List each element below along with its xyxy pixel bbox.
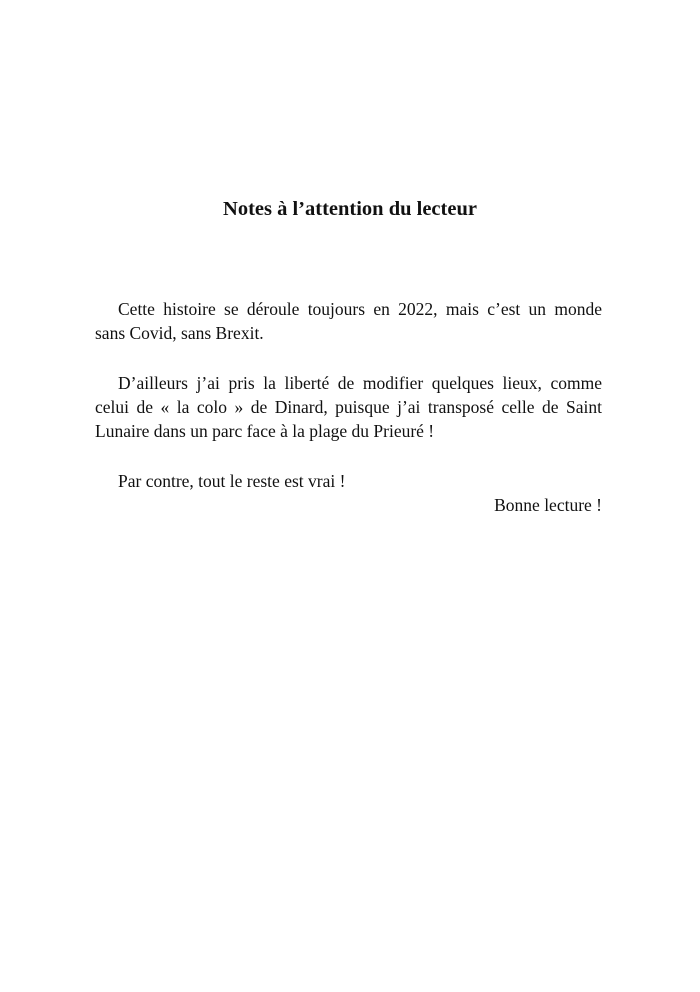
text-line: D’ailleurs j’ai pris la liberté de modifier quelques lieux, comme [118,373,602,393]
closing-line: Bonne lecture ! [494,495,602,515]
paragraph-3 [95,469,602,493]
paragraph-2 [95,371,602,443]
page-title: Notes à l’attention du lecteur [223,198,477,220]
text-line: Par contre, tout le reste est vrai ! [118,471,346,491]
text-line: Cette histoire se déroule toujours en 2022, mais c’est un monde [118,299,602,319]
text-line: Lunaire dans un parc face à la plage du Prieuré ! [95,421,435,441]
paragraph-1 [95,297,602,345]
document-body [95,297,602,517]
text-line: sans Covid, sans Brexit. [95,323,264,343]
text-line: celui de « la colo » de Dinard, puisque j’ai transposé celle de Saint [95,397,602,417]
